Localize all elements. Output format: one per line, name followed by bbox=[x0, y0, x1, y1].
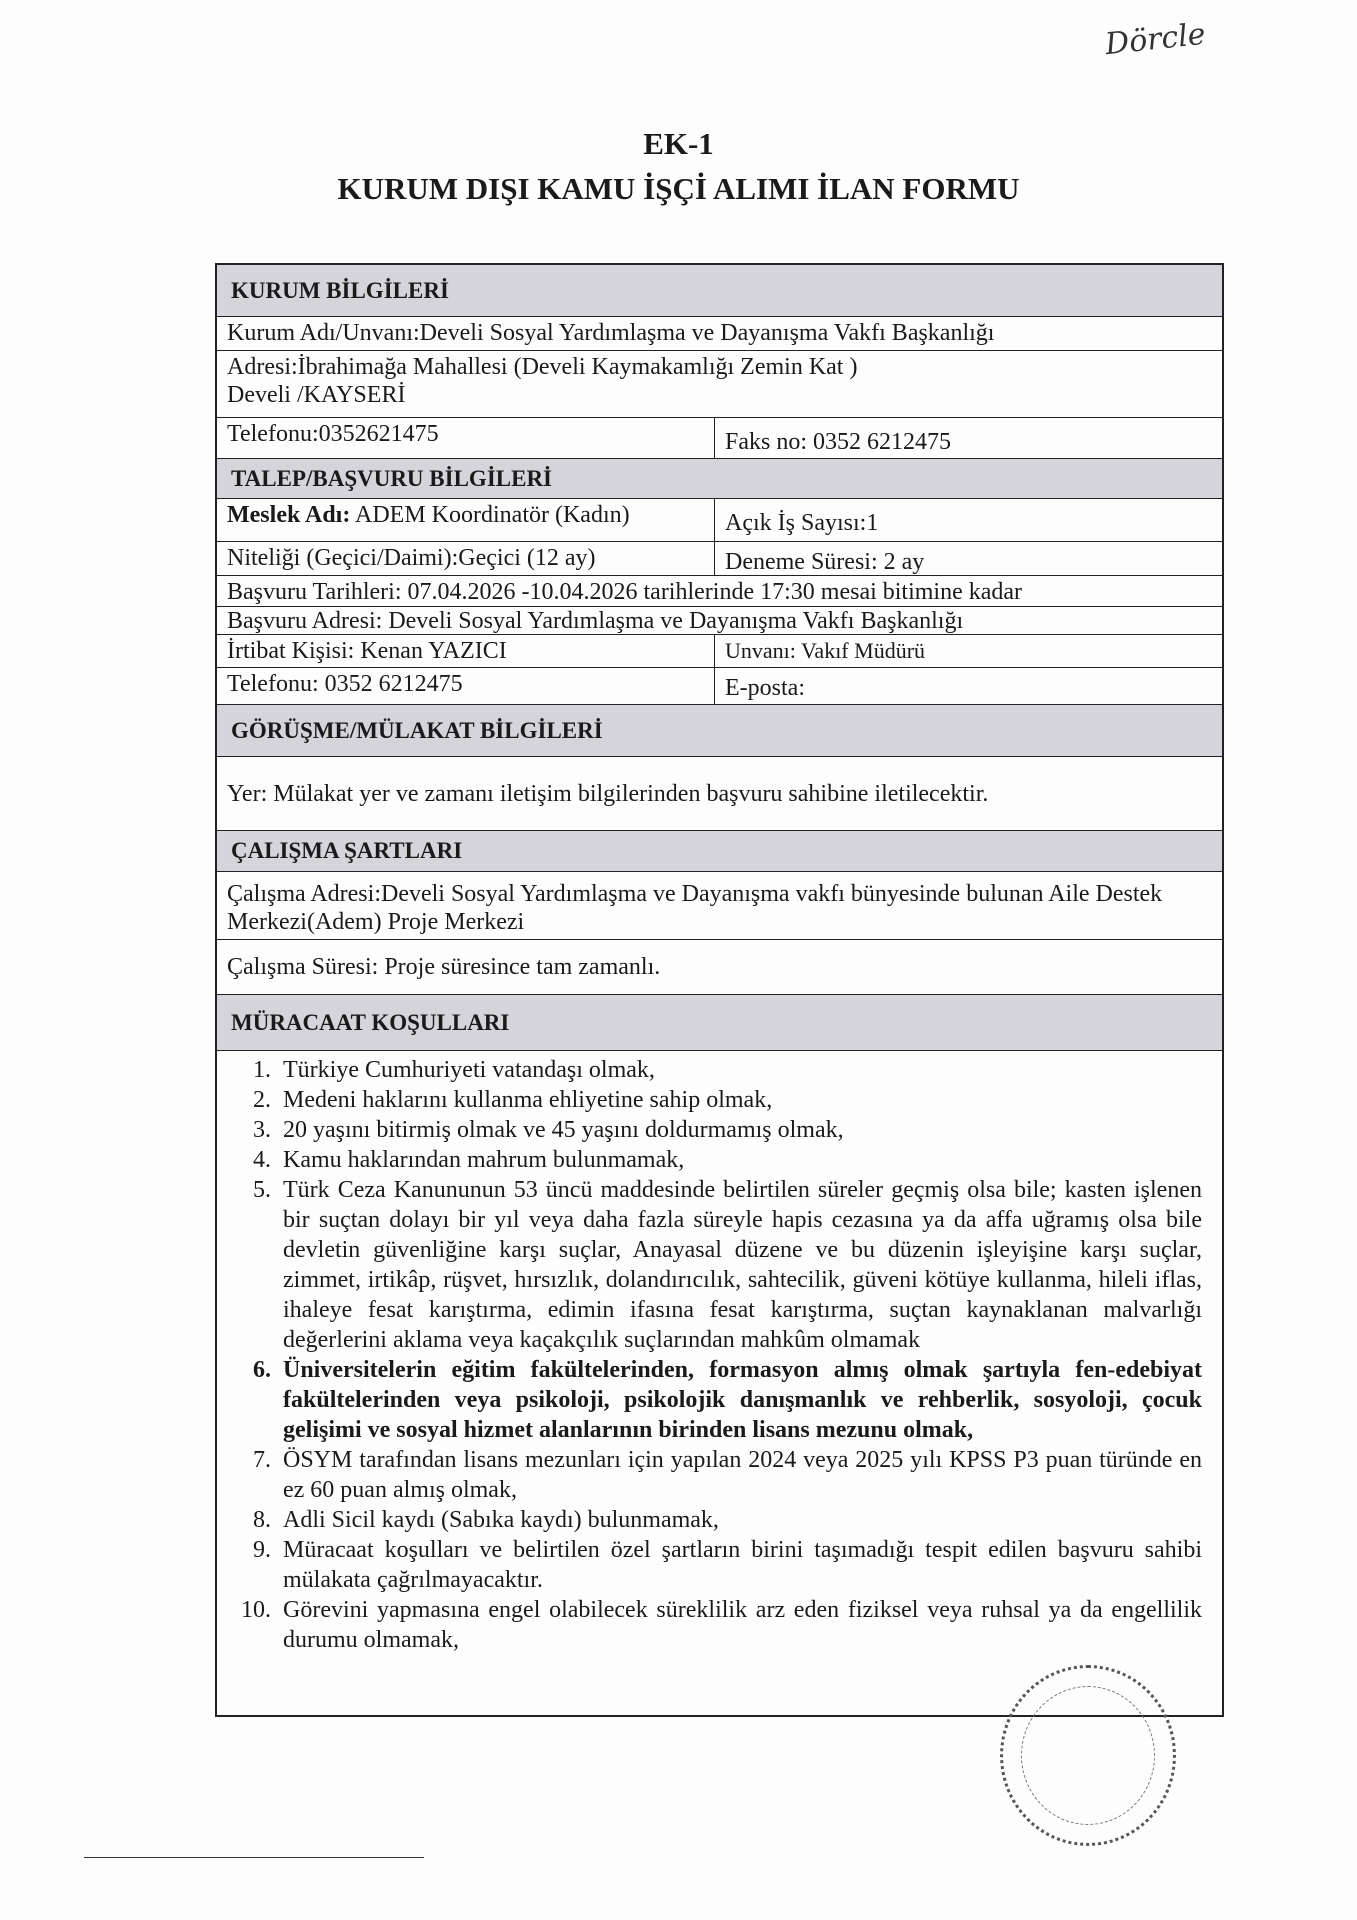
signature-line bbox=[84, 1857, 424, 1858]
kurum-adres: Adresi:İbrahimağa Mahallesi (Develi Kaymakamlığı Zemin Kat ) Develi /KAYSERİ bbox=[227, 354, 858, 408]
section-talep-header: TALEP/BAŞVURU BİLGİLERİ bbox=[217, 459, 1222, 499]
niteligi: Niteliği (Geçici/Daimi):Geçici (12 ay) bbox=[217, 542, 715, 575]
annex-code: EK-1 bbox=[643, 126, 714, 161]
list-item: 5. Türk Ceza Kanununun 53 üncü maddesinde belirtilen süreler geçmiş olsa bile; kasten işlenen bir suçtan dolayı bir yıl veya daha fazla süreyle hapis cezasına ya da affa uğramış olsa bile devletin güvenliğine karşı suçlar, Anayasal düzene ve bu düzenin işleyişine karşı suçlar, zimmet, irtikâp, rüşvet, hırsızlık, dolandırıcılık, sahtecilik, güveni kötüye kullanma, hileli iflas, ihaleye fesat karıştırma, edimin ifasına fesat karıştırma, suçtan kaynaklanan malvarlığı değerlerini aklama veya kaçakçılık suçlarından mahkûm olmamak bbox=[277, 1175, 1202, 1355]
section-calisma-header: ÇALIŞMA ŞARTLARI bbox=[217, 831, 1222, 872]
calisma-adresi: Çalışma Adresi:Develi Sosyal Yardımlaşma ve Dayanışma vakfı bünyesinde bulunan Aile Destek Merkezi(Adem) Proje Merkezi bbox=[227, 881, 1163, 935]
irtibat-unvani: Unvanı: Vakıf Müdürü bbox=[725, 638, 926, 663]
list-item: 3. 20 yaşını bitirmiş olmak ve 45 yaşını doldurmamış olmak, bbox=[277, 1115, 1202, 1145]
section-muracaat-header: MÜRACAAT KOŞULLARI bbox=[217, 995, 1222, 1051]
list-item: 2. Medeni haklarını kullanma ehliyetine sahip olmak, bbox=[277, 1085, 1202, 1115]
list-item: 10. Görevini yapmasına engel olabilecek süreklilik arz eden fiziksel veya ruhsal ya da engellilik durumu olmamak, bbox=[277, 1595, 1202, 1655]
section-gorusme-header: GÖRÜŞME/MÜLAKAT BİLGİLERİ bbox=[217, 705, 1222, 757]
official-seal-stamp bbox=[1000, 1665, 1176, 1846]
form-table bbox=[215, 263, 1224, 1717]
list-item: 6. Üniversitelerin eğitim fakültelerinden, formasyon almış olmak şartıyla fen-edebiyat fakültelerinden veya psikoloji, psikolojik danışmanlık ve rehberlik, sosyoloji, çocuk gelişimi ve sosyal hizmet alanlarının birinden lisans mezunu olmak, bbox=[277, 1355, 1202, 1445]
irtibat-kisisi: İrtibat Kişisi: Kenan YAZICI bbox=[217, 635, 715, 667]
muracaat-list bbox=[217, 1055, 1222, 1655]
mulakat-yer: Yer: Mülakat yer ve zamanı iletişim bilgilerinden başvuru sahibine iletilecektir. bbox=[227, 780, 989, 807]
section-kurum-header: KURUM BİLGİLERİ bbox=[217, 265, 1222, 317]
kurum-telefon: Telefonu:0352621475 bbox=[217, 418, 715, 458]
handwritten-note: Dörcle bbox=[1103, 16, 1208, 63]
deneme-suresi: Deneme Süresi: 2 ay bbox=[725, 549, 925, 575]
basvuru-tarihleri: Başvuru Tarihleri: 07.04.2026 -10.04.2026 tarihlerinde 17:30 mesai bitimine kadar bbox=[227, 579, 1023, 605]
basvuru-adresi: Başvuru Adresi: Develi Sosyal Yardımlaşma ve Dayanışma Vakfı Başkanlığı bbox=[227, 608, 964, 634]
list-item: 9. Müracaat koşulları ve belirtilen özel şartların birini taşımadığı tespit edilen başvuru sahibi mülakata çağrılmayacaktır. bbox=[277, 1535, 1202, 1595]
irtibat-eposta: E-posta: bbox=[725, 675, 805, 701]
list-item: 7. ÖSYM tarafından lisans mezunları için yapılan 2024 veya 2025 yılı KPSS P3 puan türünde en ez 60 puan almış olmak, bbox=[277, 1445, 1202, 1505]
list-item: 1. Türkiye Cumhuriyeti vatandaşı olmak, bbox=[277, 1055, 1202, 1085]
form-title: KURUM DIŞI KAMU İŞÇİ ALIMI İLAN FORMU bbox=[337, 171, 1020, 206]
list-item: 4. Kamu haklarından mahrum bulunmamak, bbox=[277, 1145, 1202, 1175]
irtibat-telefon: Telefonu: 0352 6212475 bbox=[217, 668, 715, 704]
meslek-adi: Meslek Adı: ADEM Koordinatör (Kadın) bbox=[217, 499, 715, 541]
acik-is-sayisi: Açık İş Sayısı:1 bbox=[725, 510, 879, 536]
kurum-faks: Faks no: 0352 6212475 bbox=[725, 429, 952, 455]
kurum-adi: Kurum Adı/Unvanı:Develi Sosyal Yardımlaşma ve Dayanışma Vakfı Başkanlığı bbox=[227, 320, 995, 346]
list-item: 8. Adli Sicil kaydı (Sabıka kaydı) bulunmamak, bbox=[277, 1505, 1202, 1535]
calisma-suresi: Çalışma Süresi: Proje süresince tam zamanlı. bbox=[227, 954, 661, 980]
